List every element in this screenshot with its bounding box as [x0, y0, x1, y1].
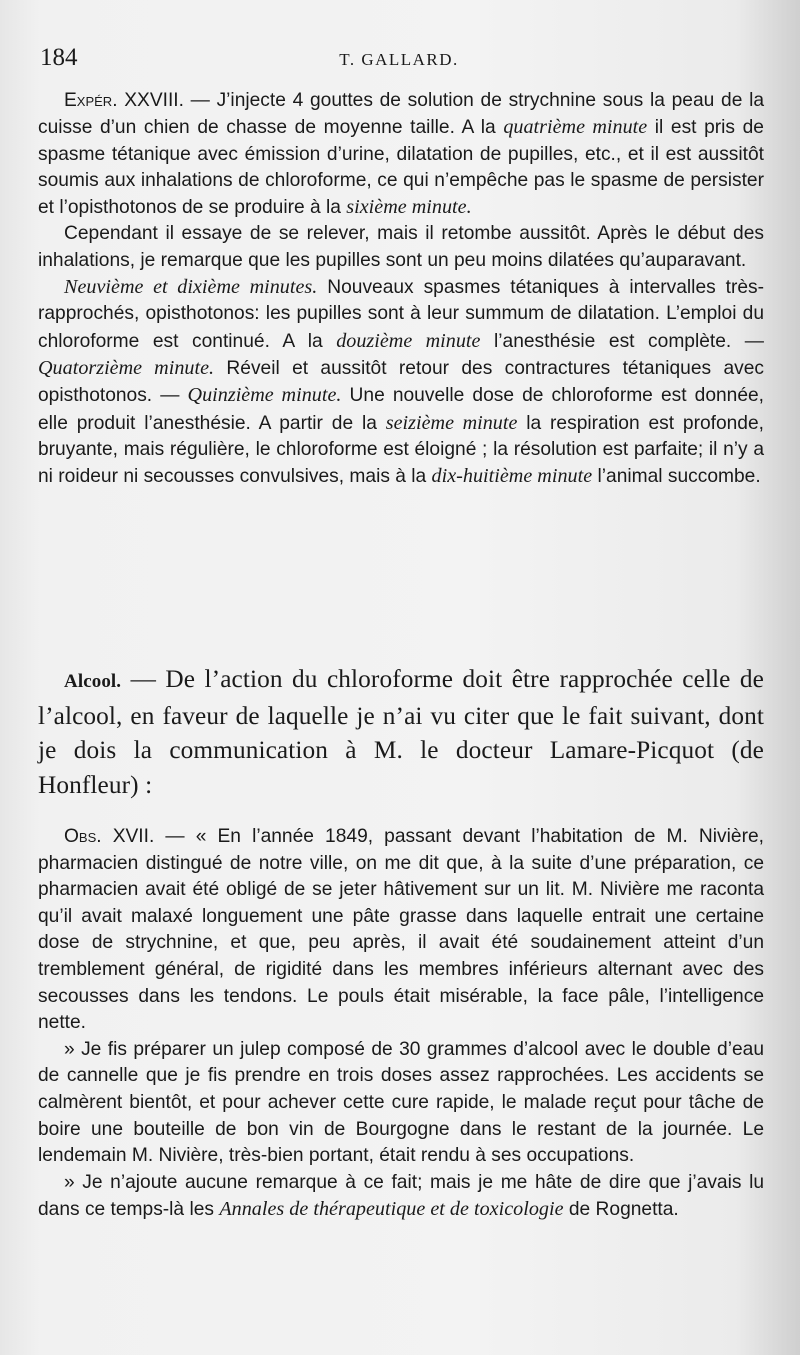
alcool-section [38, 662, 764, 802]
experiment-28-paragraph: Expér. XXVIII. — J’injecte 4 gouttes de solution de strychnine sous la peau de la cuisse d’un chien de chasse de moyenne taille. A la quatrième minute il est pris de spasme tétanique avec émission d’urine, dilatation de pupilles, etc., et il est aussitôt soumis aux inhalations de chloroforme, ce qui n’empêche pas le spasme de persister et l’opisthotonos de se produire à la sixième minute. [38, 90, 765, 219]
experiment-28-paragraph-3: Neuvième et dixième minutes. Nouveaux spasmes tétaniques à intervalles très-rapprochés, opisthotonos: les pupilles sont à leur summum de dilatation. L’emploi du chloroforme est continué. A la douzième minute l’anesthésie est complète. — Quatorzième minute. Réveil et aussitôt retour des contractures tétaniques avec opisthotonos. — Quinzième minute. Une nouvelle dose de chloroforme est donnée, elle produit l’anesthésie. A partir de la seizième minute la respiration est profonde, bruyante, mais régulière, le chloroforme est éloigné ; la résolution est parfaite; il n’y a ni roideur ni secousses convulsives, mais à la dix-huitième minute l’animal succombe. [38, 276, 765, 488]
section-heading: Alcool. [64, 671, 122, 692]
observation-17-paragraph-2: » Je fis préparer un julep composé de 30 grammes d’alcool avec le double d’eau de cannelle que je fis prendre en trois doses assez rapprochées. Les accidents se calmèrent bientôt, et pour achever cette cure rapide, le malade reçut pour tâche de boire une bouteille de bon vin de Bourgogne dans le restant de la journée. Le lendemain M. Nivière, très-bien portant, était rendu à ses occupations. [38, 1038, 764, 1167]
observation-17-paragraph-3: » Je n’ajoute aucune remarque à ce fait; mais je me hâte de dire que j’avais lu dans ce temps-là les Annales de thérapeutique et de toxicologie de Rognetta. [38, 1171, 764, 1221]
experiment-28-section [38, 88, 764, 490]
page-number: 184 [40, 44, 78, 71]
experiment-label: Expér. XXVIII. [64, 90, 184, 111]
observation-17-section [38, 824, 764, 1224]
observation-17-paragraph: Obs. XVII. — « En l’année 1849, passant devant l’habitation de M. Nivière, pharmacien distingué de notre ville, on me dit que, à la suite d’une préparation, ce pharmacien avait été obligé de se jeter hâtivement sur un lit. M. Nivière me raconta qu’il avait malaxé longuement une pâte grasse dans laquelle entrait une certaine dose de strychnine, et que, peu après, il avait été soudainement atteint d’un tremblement général, de rigidité dans les membres inférieurs alternant avec des secousses dans les tendons. Le pouls était misérable, la face pâle, l’intelligence nette. [38, 826, 764, 1034]
alcool-paragraph: Alcool. — De l’action du chloroforme doit être rapprochée celle de l’alcool, en faveur de laquelle je n’ai vu citer que le fait suivant, dont je dois la communication à M. le docteur Lamare-Picquot (de Honfleur) : [38, 665, 764, 799]
page-header [40, 44, 758, 74]
experiment-28-paragraph-2: Cependant il essaye de se relever, mais il retombe aussitôt. Après le début des inhalations, je remarque que les pupilles sont un peu moins dilatées qu’auparavant. [38, 223, 764, 271]
running-title: T. GALLARD. [339, 50, 459, 69]
observation-label: Obs. XVII. [64, 826, 155, 847]
